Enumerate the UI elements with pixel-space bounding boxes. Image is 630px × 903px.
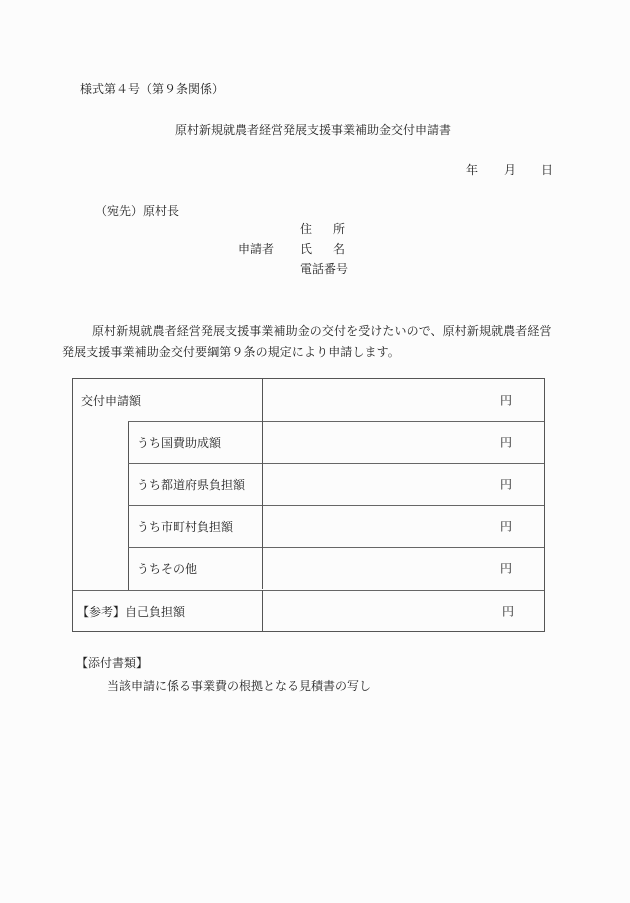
name-field-label [300,242,345,256]
row-label: うち市町村負担額 [137,519,234,534]
row-label: 交付申請額 [81,393,142,408]
self-burden-input[interactable] [262,590,544,632]
statement-line-2: 発展支援事業補助金交付要綱第９条の規定により申請します。 [62,345,400,359]
yen-unit: 円 [499,393,512,408]
municipality-share-input[interactable] [262,505,544,547]
table-row-application-amount [73,379,544,421]
table-row-prefecture-share [73,463,544,505]
name-label-char1: 氏 [300,242,313,256]
row-label: うち都道府県負担額 [137,477,246,492]
statement-line-1: 原村新規就農者経営発展支援事業補助金の交付を受けたいので、原村新規就農者経営 [92,324,552,338]
table-row-national-subsidy [73,421,544,463]
attachments-heading: 【添付書類】 [76,656,149,670]
national-subsidy-input[interactable] [262,421,544,463]
application-amount-input[interactable] [262,379,544,421]
yen-unit: 円 [499,561,512,576]
address-field-label [300,222,345,236]
date-day-label: 日 [541,163,554,177]
table-row-other [73,547,544,589]
form-number: 様式第４号（第９条関係） [80,82,225,96]
yen-unit: 円 [499,477,512,492]
date-year-label: 年 [466,163,479,177]
document-title: 原村新規就農者経営発展支援事業補助金交付申請書 [175,123,452,137]
yen-unit: 円 [499,435,512,450]
row-label: 【参考】自己負担額 [77,604,186,619]
yen-unit: 円 [501,604,514,619]
addressee: （宛先）原村長 [95,204,180,218]
table-row-municipality-share [73,505,544,547]
amount-table [72,378,545,632]
attachment-item: 当該申請に係る事業費の根拠となる見積書の写し [107,679,372,693]
address-label-char1: 住 [300,222,313,236]
address-label-char2: 所 [333,222,346,236]
yen-unit: 円 [499,519,512,534]
name-label-char2: 名 [333,242,346,256]
row-label: うち国費助成額 [137,435,222,450]
prefecture-share-input[interactable] [262,463,544,505]
table-row-self-burden [73,590,544,632]
phone-field-label [300,262,348,276]
applicant-label: 申請者 [238,242,275,256]
other-share-input[interactable] [262,547,544,589]
application-statement [62,321,560,363]
date-month-label: 月 [504,163,517,177]
phone-label: 電話番号 [300,262,349,276]
row-label: うちその他 [137,561,198,576]
